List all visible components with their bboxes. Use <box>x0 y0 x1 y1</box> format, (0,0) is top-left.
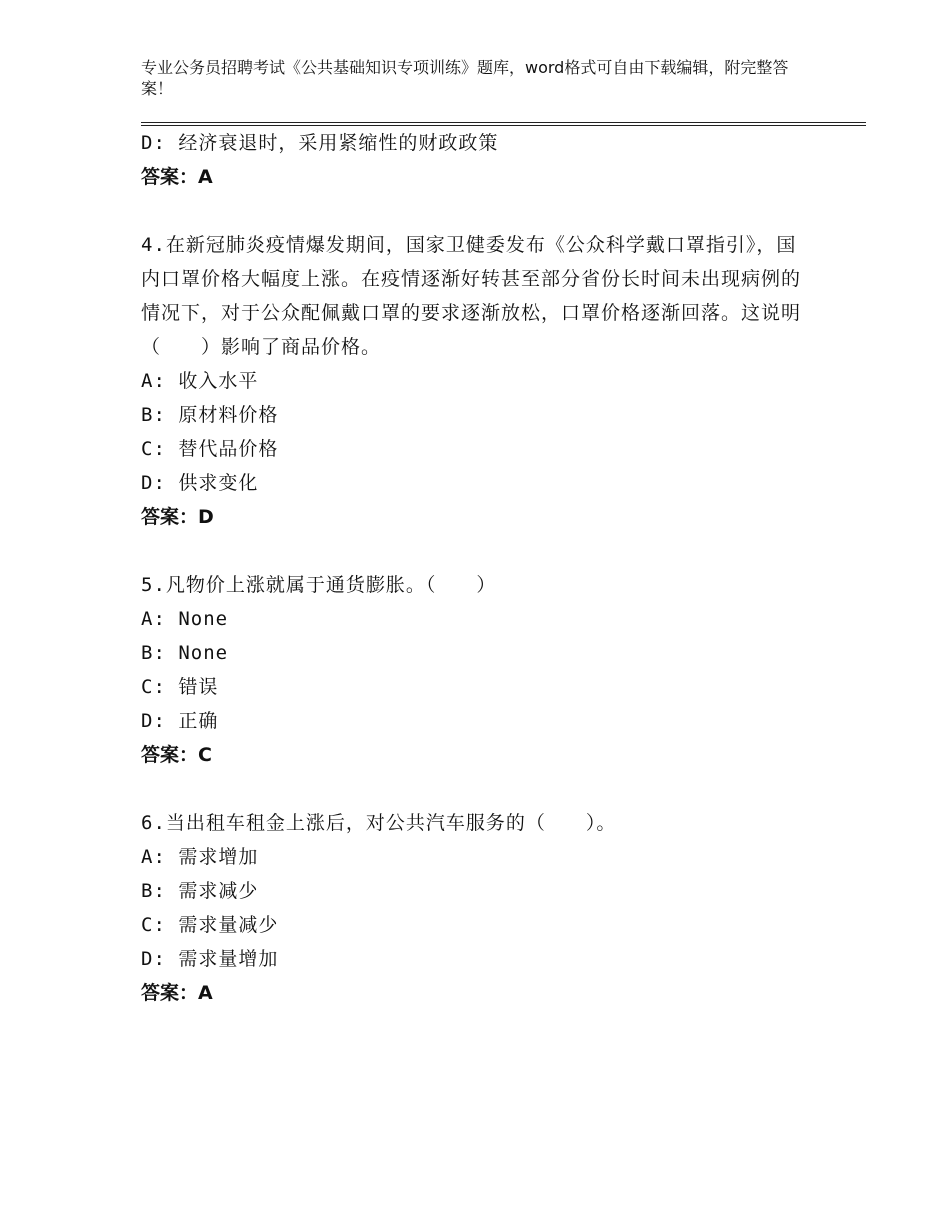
question-list <box>141 126 801 1010</box>
option-d: D: 供求变化 <box>141 472 259 494</box>
option-a: A: 收入水平 <box>141 370 259 392</box>
page-header: 专业公务员招聘考试《公共基础知识专项训练》题库，word格式可自由下载编辑，附完整答案！ <box>141 58 789 98</box>
spacer <box>141 534 801 568</box>
question-6 <box>141 806 801 1010</box>
option-b: B: 需求减少 <box>141 880 259 902</box>
spacer <box>141 772 801 806</box>
answer-label: 答案：A <box>141 166 213 188</box>
answer-label: 答案：C <box>141 744 212 766</box>
question-stem: 4.在新冠肺炎疫情爆发期间，国家卫健委发布《公众科学戴口罩指引》，国内口罩价格大幅度上涨。在疫情逐渐好转甚至部分省份长时间未出现病例的情况下，对于公众配佩戴口罩的要求逐渐放松，口罩价格逐渐回落。这说明（ ）影响了商品价格。 <box>141 234 802 358</box>
question-stem: 5.凡物价上涨就属于通货膨胀。（ ） <box>141 574 497 596</box>
question-4 <box>141 228 801 534</box>
option-c: C: 替代品价格 <box>141 438 279 460</box>
option-c: C: 需求量减少 <box>141 914 279 936</box>
spacer <box>141 194 801 228</box>
question-stem: 6.当出租车租金上涨后，对公共汽车服务的（ ）。 <box>141 812 617 834</box>
option-b: B: 原材料价格 <box>141 404 279 426</box>
option-b: B: None <box>141 642 229 664</box>
option-d: D: 需求量增加 <box>141 948 279 970</box>
option-c: C: 错误 <box>141 676 219 698</box>
answer-label: 答案：A <box>141 982 213 1004</box>
option-a: A: 需求增加 <box>141 846 259 868</box>
header-divider-top <box>141 122 866 123</box>
question-3-tail <box>141 126 801 194</box>
option-d: D: 经济衰退时，采用紧缩性的财政政策 <box>141 132 499 154</box>
option-a: A: None <box>141 608 229 630</box>
question-5 <box>141 568 801 772</box>
option-d: D: 正确 <box>141 710 219 732</box>
answer-label: 答案：D <box>141 506 214 528</box>
